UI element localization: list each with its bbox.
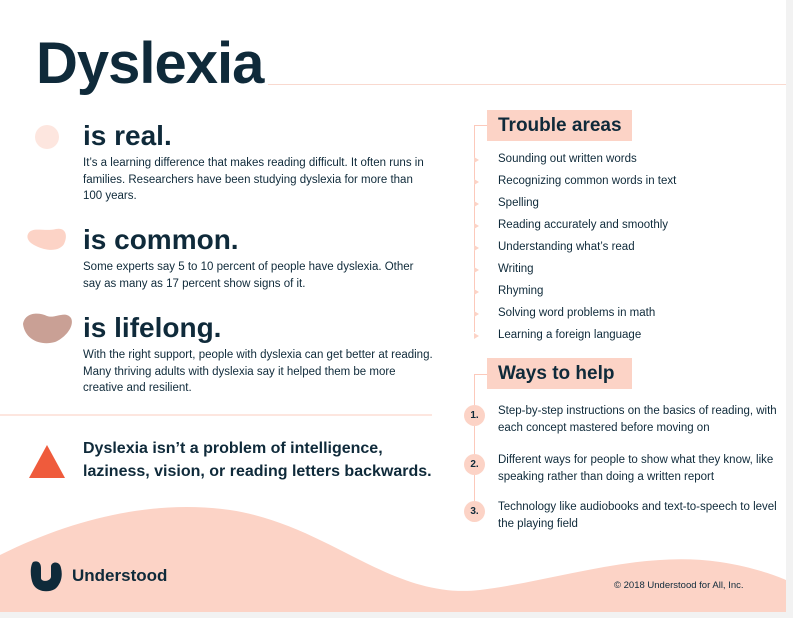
fact-heading: is lifelong. — [83, 312, 222, 343]
trouble-item: Sounding out written words — [498, 153, 637, 165]
bullet-arrow-icon — [474, 223, 479, 229]
trouble-item: Understanding what’s read — [498, 241, 635, 253]
way-item: Step-by-step instructions on the basics of reading, with each concept mastered before moving on — [498, 405, 777, 434]
understood-logo-icon — [30, 560, 64, 592]
bullet-arrow-icon — [474, 333, 479, 339]
step-number: 1. — [464, 405, 485, 426]
bullet-arrow-icon — [474, 289, 479, 295]
fact-body: Some experts say 5 to 10 percent of people have dyslexia. Other say as many as 17 percent show signs of it. — [83, 261, 414, 290]
trouble-item: Solving word problems in math — [498, 307, 656, 319]
page-title: Dyslexia — [36, 31, 264, 96]
copyright: © 2018 Understood for All, Inc. — [614, 580, 744, 591]
fact-lifelong — [83, 313, 433, 397]
title-rule — [268, 84, 786, 85]
bullet-arrow-icon — [474, 201, 479, 207]
step-number: 2. — [464, 454, 485, 475]
small-circle-blob-icon — [35, 125, 60, 150]
ways-to-help-heading: Ways to help — [487, 358, 632, 389]
fact-body: It’s a learning difference that makes reading difficult. It often runs in families. Researchers have been studying dyslexia for more than 100 years. — [83, 157, 424, 202]
trouble-item: Recognizing common words in text — [498, 175, 677, 187]
trouble-item: Reading accurately and smoothly — [498, 219, 669, 231]
fact-real — [83, 121, 433, 205]
section-divider — [0, 414, 432, 416]
fact-common — [83, 225, 433, 292]
trouble-item: Spelling — [498, 197, 539, 209]
bullet-arrow-icon — [474, 157, 479, 163]
myth-statement: Dyslexia isn’t a problem of intelligence, laziness, vision, or reading letters backwards. — [83, 440, 432, 480]
trouble-areas-heading: Trouble areas — [487, 110, 632, 141]
way-item: Technology like audiobooks and text-to-speech to level the playing field — [498, 501, 777, 530]
warning-triangle-icon — [29, 445, 65, 478]
ways-connector — [474, 374, 487, 375]
way-item: Different ways for people to show what they know, like speaking rather than doing a written report — [498, 454, 774, 483]
fact-heading: is common. — [83, 224, 239, 255]
fact-heading: is real. — [83, 120, 172, 151]
large-blob-icon — [21, 310, 73, 344]
trouble-item: Rhyming — [498, 285, 544, 297]
fact-body: With the right support, people with dyslexia can get better at reading. Many thriving adults with dyslexia say it helped them be more creative and resilient. — [83, 349, 433, 394]
bullet-arrow-icon — [474, 179, 479, 185]
ways-timeline — [474, 374, 475, 514]
trouble-item: Writing — [498, 263, 534, 275]
trouble-connector — [474, 125, 487, 126]
brand-name: Understood — [72, 566, 168, 585]
medium-blob-icon — [26, 226, 68, 252]
bullet-arrow-icon — [474, 311, 479, 317]
trouble-item: Learning a foreign language — [498, 329, 642, 341]
bullet-arrow-icon — [474, 245, 479, 251]
step-number: 3. — [464, 501, 485, 522]
bullet-arrow-icon — [474, 267, 479, 273]
